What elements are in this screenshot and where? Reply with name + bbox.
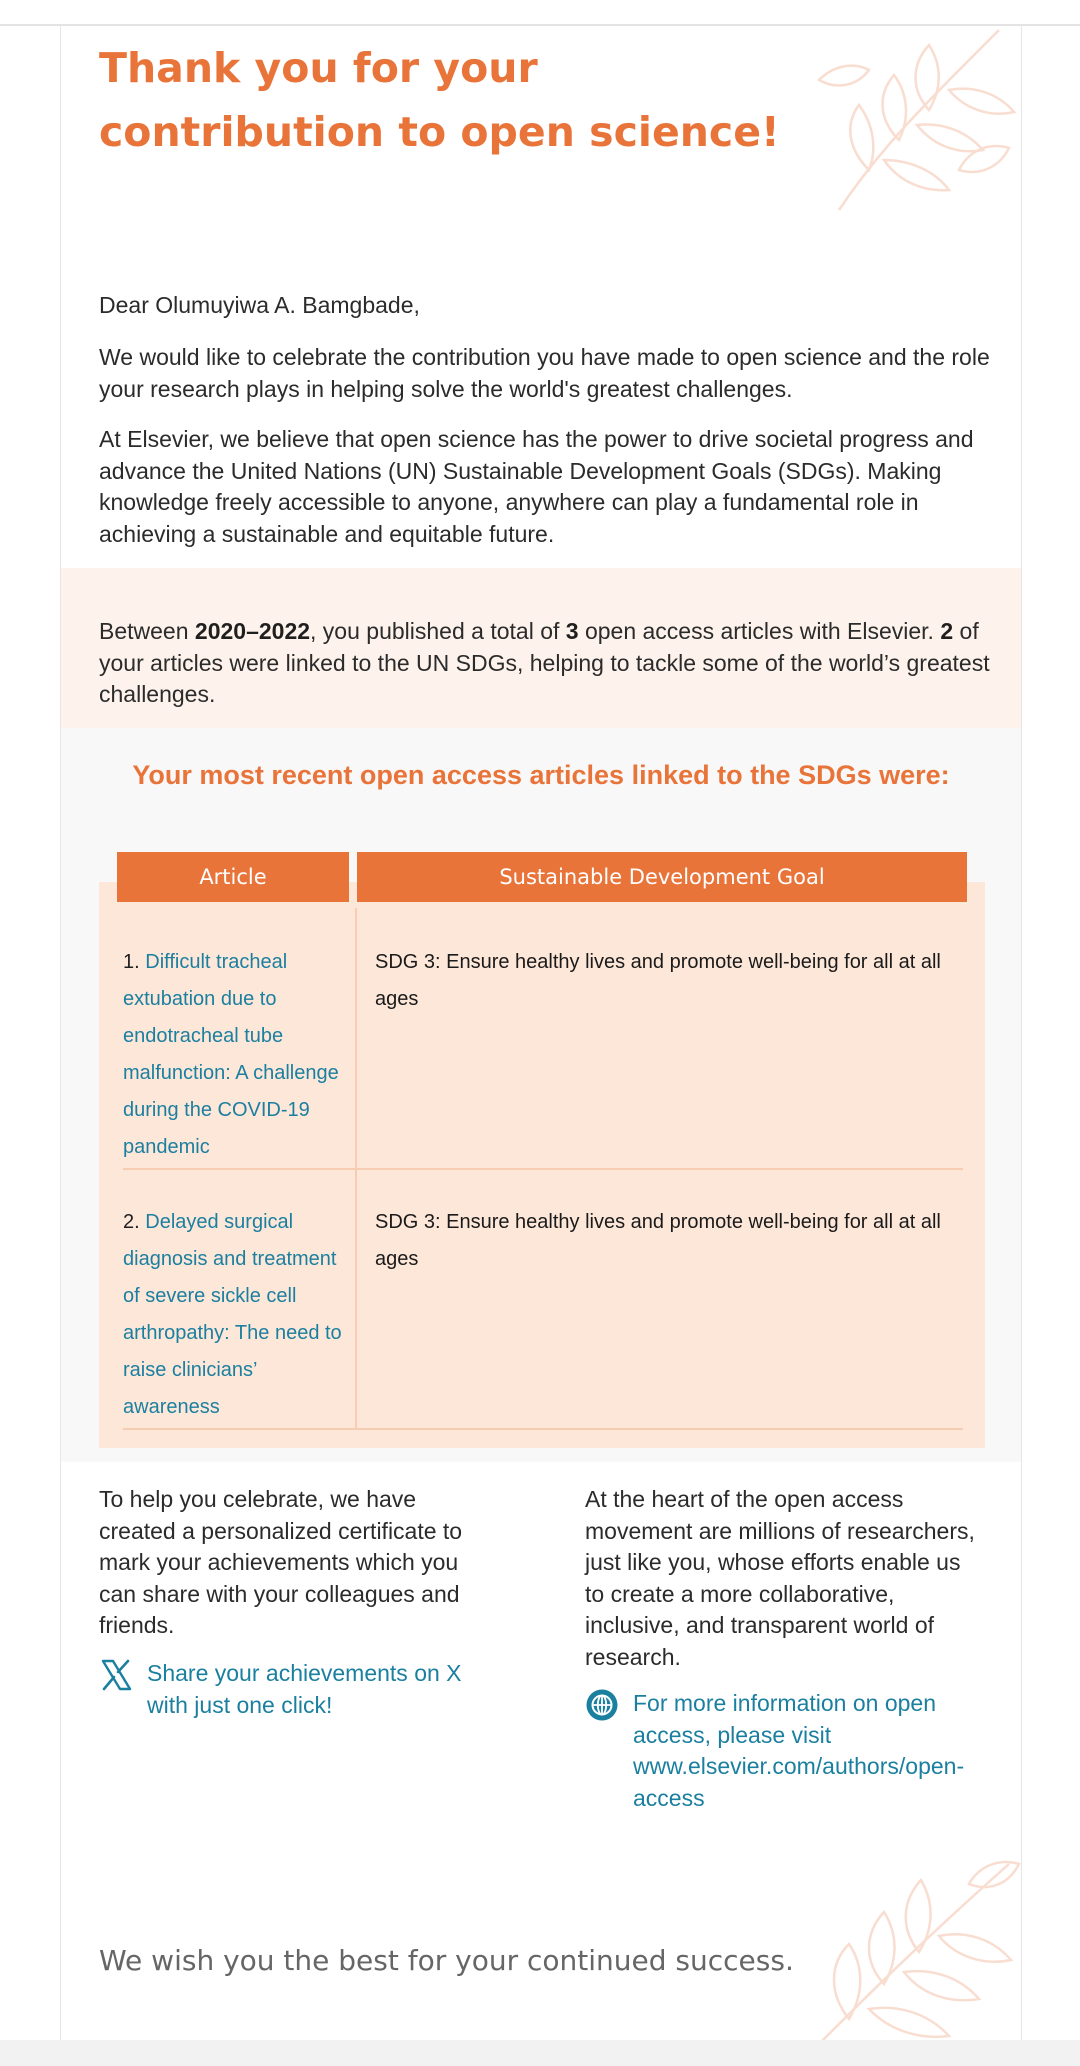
bottom-bar [0,2040,1080,2066]
closing-line: We wish you the best for your continued success. [99,1944,794,1977]
table-row-article [123,1204,353,1426]
row-divider [123,1168,963,1170]
stats-total: 3 [565,618,579,644]
open-access-info-link[interactable] [585,1688,995,1814]
column-header-sdg: Sustainable Development Goal [357,852,967,902]
row-number: 1. [123,951,140,973]
stats-prefix: Between [99,618,195,644]
stats-mid1: , you published a total of [310,618,566,644]
table-row-sdg: SDG 3: Ensure healthy lives and promote well-being for all at all ages [375,1211,941,1270]
row-number: 2. [123,1211,140,1233]
stats-suffix: of your articles were linked to the UN SDGs, helping to tackle some of the world’s greatest challenges. [99,618,990,707]
article-link[interactable]: Difficult tracheal extubation due to endotracheal tube malfunction: A challenge during the COVID-19 pandemic [123,951,339,1158]
intro-paragraph: We would like to celebrate the contribution you have made to open science and the role your research plays in helping solve the world's greatest challenges. [99,344,990,402]
leaf-pattern-icon [799,26,1022,220]
articles-section [61,728,1021,1462]
share-on-x-link[interactable] [99,1658,499,1721]
share-link-text[interactable]: Share your achievements on X with just one click! [147,1660,462,1718]
stats-mid2: open access articles with Elsevier. [578,618,941,644]
movement-text: At the heart of the open access movement are millions of researchers, just like you, whose efforts enable us to create a more collaborative, inclusive, and transparent world of research. [585,1486,975,1670]
mission-paragraph: At Elsevier, we believe that open science has the power to drive societal progress and advance the United Nations (UN) Sustainable Development Goals (SDGs). Making knowledge freely accessible to anyone, anywhere can play a fundamental role in achieving a sustainable and equitable future. [99,426,974,547]
stats-summary [99,616,999,711]
page-title: Thank you for your contribution to open science! [99,44,780,156]
row-divider [123,1428,963,1430]
table-row-article [123,944,353,1166]
column-header-article: Article [117,852,349,902]
globe-icon [585,1688,619,1722]
table-row-sdg: SDG 3: Ensure healthy lives and promote well-being for all at all ages [375,951,941,1010]
stats-band [61,568,1021,728]
articles-heading: Your most recent open access articles linked to the SDGs were: [132,760,950,790]
info-link-text[interactable]: For more information on open access, please visit www.elsevier.com/authors/open-access [633,1690,965,1811]
stats-period: 2020–2022 [194,618,311,644]
greeting: Dear Olumuyiwa A. Bamgbade, [99,292,420,318]
stats-linked: 2 [940,618,954,644]
x-logo-icon [99,1658,133,1692]
article-link[interactable]: Delayed surgical diagnosis and treatment of severe sickle cell arthropathy: The need to raise clinicians’ awareness [123,1211,342,1418]
leaf-pattern-icon [789,1844,1022,2040]
celebrate-text: To help you celebrate, we have created a personalized certificate to mark your achievements which you can share with your colleagues and friends. [99,1486,463,1638]
email-card [60,26,1022,2040]
